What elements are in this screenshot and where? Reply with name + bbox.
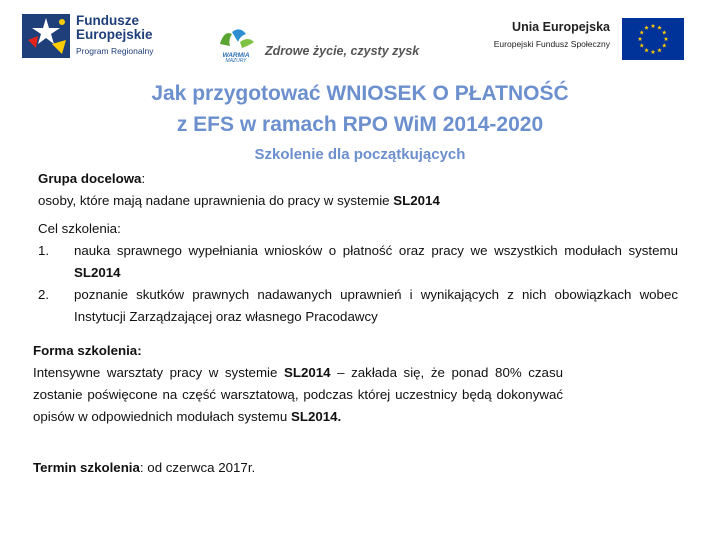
training-form-text2: – zakłada się, że ponad 80% czasu zostanie poświęcone na część warsztatową, podczas której uczestnicy będą dokonywać opisów w odpowiednich modułach systemu (33, 365, 563, 424)
eu-text (494, 20, 610, 51)
target-group-system: SL2014 (393, 193, 440, 208)
svg-text:WARMIA: WARMIA (222, 52, 250, 59)
target-group-label: Grupa docelowa (38, 171, 142, 186)
fundusze-europejskie-logo-icon (22, 14, 70, 58)
training-goal-section (38, 218, 678, 328)
training-form-section (33, 340, 563, 428)
eu-line2: Europejski Fundusz Społeczny (493, 39, 610, 49)
training-form-text1: Intensywne warsztaty pracy w systemie (33, 365, 284, 380)
target-group-colon: : (141, 171, 146, 186)
eu-flag-icon (622, 18, 684, 60)
subtitle (0, 146, 720, 163)
target-group-desc: osoby, które mają nadane uprawnienia do pracy w systemie (38, 193, 394, 208)
training-goal-heading (38, 218, 678, 240)
fundusze-europejskie-text (76, 14, 153, 58)
training-date-text: : od czerwca 2017r. (139, 460, 256, 475)
fe-logo-line2: Europejskie (76, 27, 153, 42)
training-form-bold1: SL2014 (283, 365, 331, 380)
goal-item-text: nauka sprawnego wypełniania wniosków o płatność oraz pracy we wszystkich modułach systemu (74, 243, 678, 258)
goal-item-bold: SL2014 (74, 265, 121, 280)
training-form-bold2: SL2014. (290, 409, 342, 424)
logo-bar (0, 0, 720, 75)
svg-text:MAZURY: MAZURY (225, 58, 247, 62)
training-form-label: Forma szkolenia: (33, 343, 142, 358)
eu-line1: Unia Europejska (512, 20, 610, 34)
training-form-text (33, 362, 563, 428)
training-goal-item (38, 240, 678, 284)
title-line1: Jak przygotować WNIOSEK O PŁATNOŚĆ (151, 82, 569, 105)
training-form-heading (33, 340, 563, 362)
target-group-heading (38, 168, 678, 190)
training-date-label: Termin szkolenia (33, 460, 140, 475)
title-line2: z EFS w ramach RPO WiM 2014-2020 (176, 113, 544, 136)
goal-item-number: 1. (38, 243, 50, 258)
warmia-mazury-logo-icon (214, 26, 258, 62)
fe-logo-line3: Program Regionalny (76, 46, 154, 56)
target-group-text (38, 190, 678, 212)
training-goal-colon: : (117, 221, 121, 236)
subtitle-text: Szkolenie dla początkujących (254, 146, 466, 163)
goal-item-number: 2. (38, 287, 50, 302)
training-goal-item (38, 284, 678, 328)
target-group-section (38, 168, 678, 212)
training-date-section (33, 457, 673, 479)
goal-item-text: poznanie skutków prawnych nadawanych uprawnień i wynikających z nich obowiązkach wobec Instytucji Zarządzającej oraz własnego Pracodawcy (74, 287, 678, 324)
fe-logo-line1: Fundusze (76, 13, 139, 28)
warmia-mazury-slogan: Zdrowe życie, czysty zysk (265, 44, 420, 58)
training-goal-label: Cel szkolenia (38, 221, 118, 236)
